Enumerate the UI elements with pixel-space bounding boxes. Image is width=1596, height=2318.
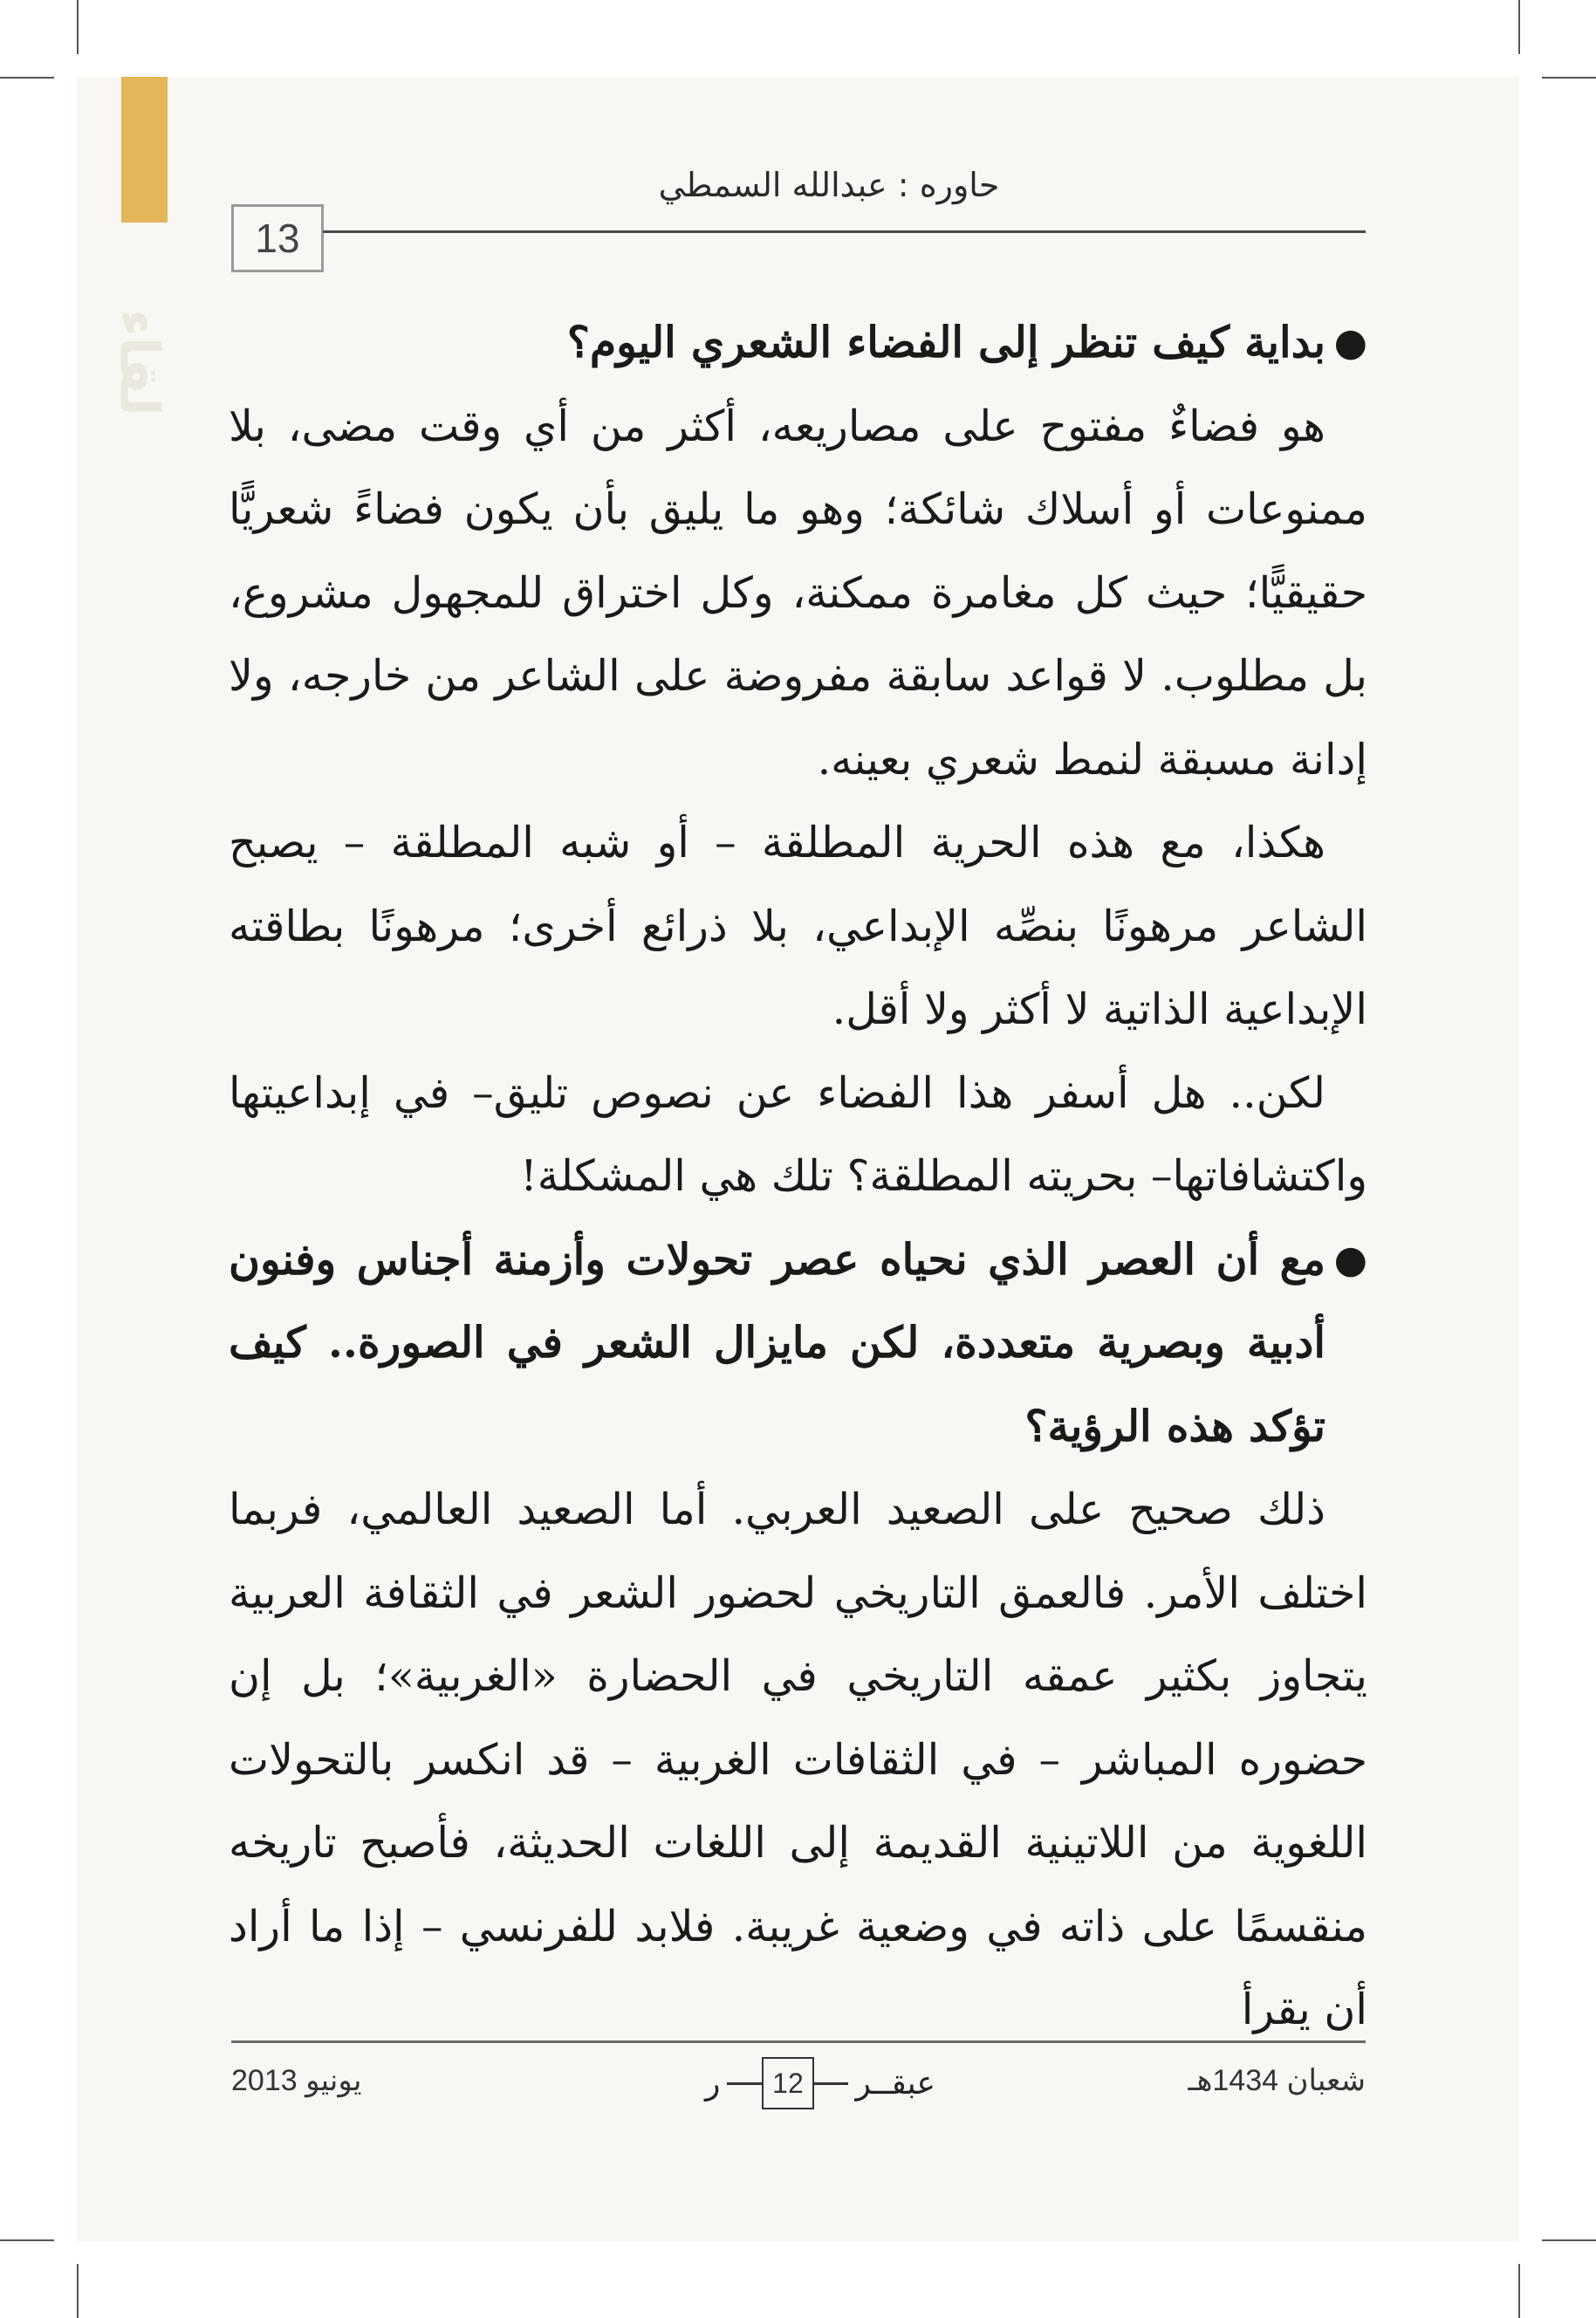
answer-paragraph: هو فضاءٌ مفتوح على مصاريعه، أكثر من أي وقت مضى، بلا ممنوعات أو أسلاك شائكة؛ وهو ما يليق بأن يكون فضاءً شعريًّا حقيقيًّا؛ حيث كل مغامرة ممكنة، وكل اختراق للمجهول مشروع، بل مطلوب. لا قواعد سابقة مفروضة على الشاعر من خارجه، ولا إدانة مسبقة لنمط شعري بعينه. bbox=[229, 401, 1367, 785]
answer-paragraph: لكن.. هل أسفر هذا الفضاء عن نصوص تليق– في إبداعيتها واكتشافاتها– بحريته المطلقة؟ تلك هي المشكلة! bbox=[229, 1067, 1367, 1201]
footer-deco-glyph: ر bbox=[705, 2065, 721, 2102]
crop-mark bbox=[1518, 2264, 1520, 2318]
crop-mark bbox=[1542, 2239, 1596, 2241]
header-title: حاوره : عبدالله السمطي bbox=[658, 166, 1000, 204]
crop-mark bbox=[1542, 77, 1596, 79]
article-body bbox=[229, 301, 1367, 2052]
crop-mark bbox=[77, 2264, 79, 2318]
answer-paragraph: هكذا، مع هذه الحرية المطلقة – أو شبه المطلقة – يصبح الشاعر مرهونًا بنصِّه الإبداعي، بلا ذرائع أخرى؛ مرهونًا بطاقته الإبداعية الذاتية لا أكثر ولا أقل. bbox=[229, 818, 1367, 1034]
crop-mark bbox=[77, 0, 79, 54]
crop-mark bbox=[0, 77, 54, 79]
section-color-tab bbox=[121, 77, 168, 223]
answer-paragraph: ذلك صحيح على الصعيد العربي. أما الصعيد العالمي، فربما اختلف الأمر. فالعمق التاريخي لحضور الشعر في الثقافة العربية يتجاوز بكثير عمقه التاريخي في الحضارة «الغربية»؛ بل إن حضوره المباشر – في الثقافات الغربية – قد انكسر بالتحولات اللغوية من اللاتينية القديمة إلى اللغات الحديثة، فأصبح تاريخه منقسمًا على ذاته في وضعية غريبة. فلابد للفرنسي – إذا ما أراد أن يقرأ bbox=[229, 1485, 1367, 2034]
footer-rule bbox=[231, 2040, 1366, 2043]
bullet-icon: ● bbox=[1333, 1237, 1367, 1282]
bullet-icon: ● bbox=[1333, 320, 1367, 365]
footer-magazine-mark bbox=[698, 2053, 942, 2114]
section-side-label: لقاء bbox=[107, 308, 172, 416]
question-text: بداية كيف تنظر إلى الفضاء الشعري اليوم؟ bbox=[566, 317, 1325, 367]
interview-question bbox=[229, 301, 1367, 385]
crop-mark bbox=[0, 2239, 54, 2241]
footer-deco-line bbox=[727, 2082, 762, 2085]
footer-magazine-name: عبقــر bbox=[855, 2065, 935, 2102]
header-rule bbox=[323, 230, 1366, 233]
crop-mark bbox=[1518, 0, 1520, 54]
interview-question bbox=[229, 1218, 1367, 1469]
footer-deco-line bbox=[814, 2082, 849, 2085]
footer-page-number: 12 bbox=[762, 2057, 814, 2109]
footer-greg-date: يونيو 2013 bbox=[231, 2064, 362, 2097]
question-text: مع أن العصر الذي نحياه عصر تحولات وأزمنة أجناس وفنون أدبية وبصرية متعددة، لكن مايزال الشعر في الصورة.. كيف تؤكد هذه الرؤية؟ bbox=[229, 1233, 1325, 1451]
footer-hijri-date: شعبان 1434هـ bbox=[1188, 2064, 1366, 2097]
header-page-number: 13 bbox=[231, 204, 324, 272]
